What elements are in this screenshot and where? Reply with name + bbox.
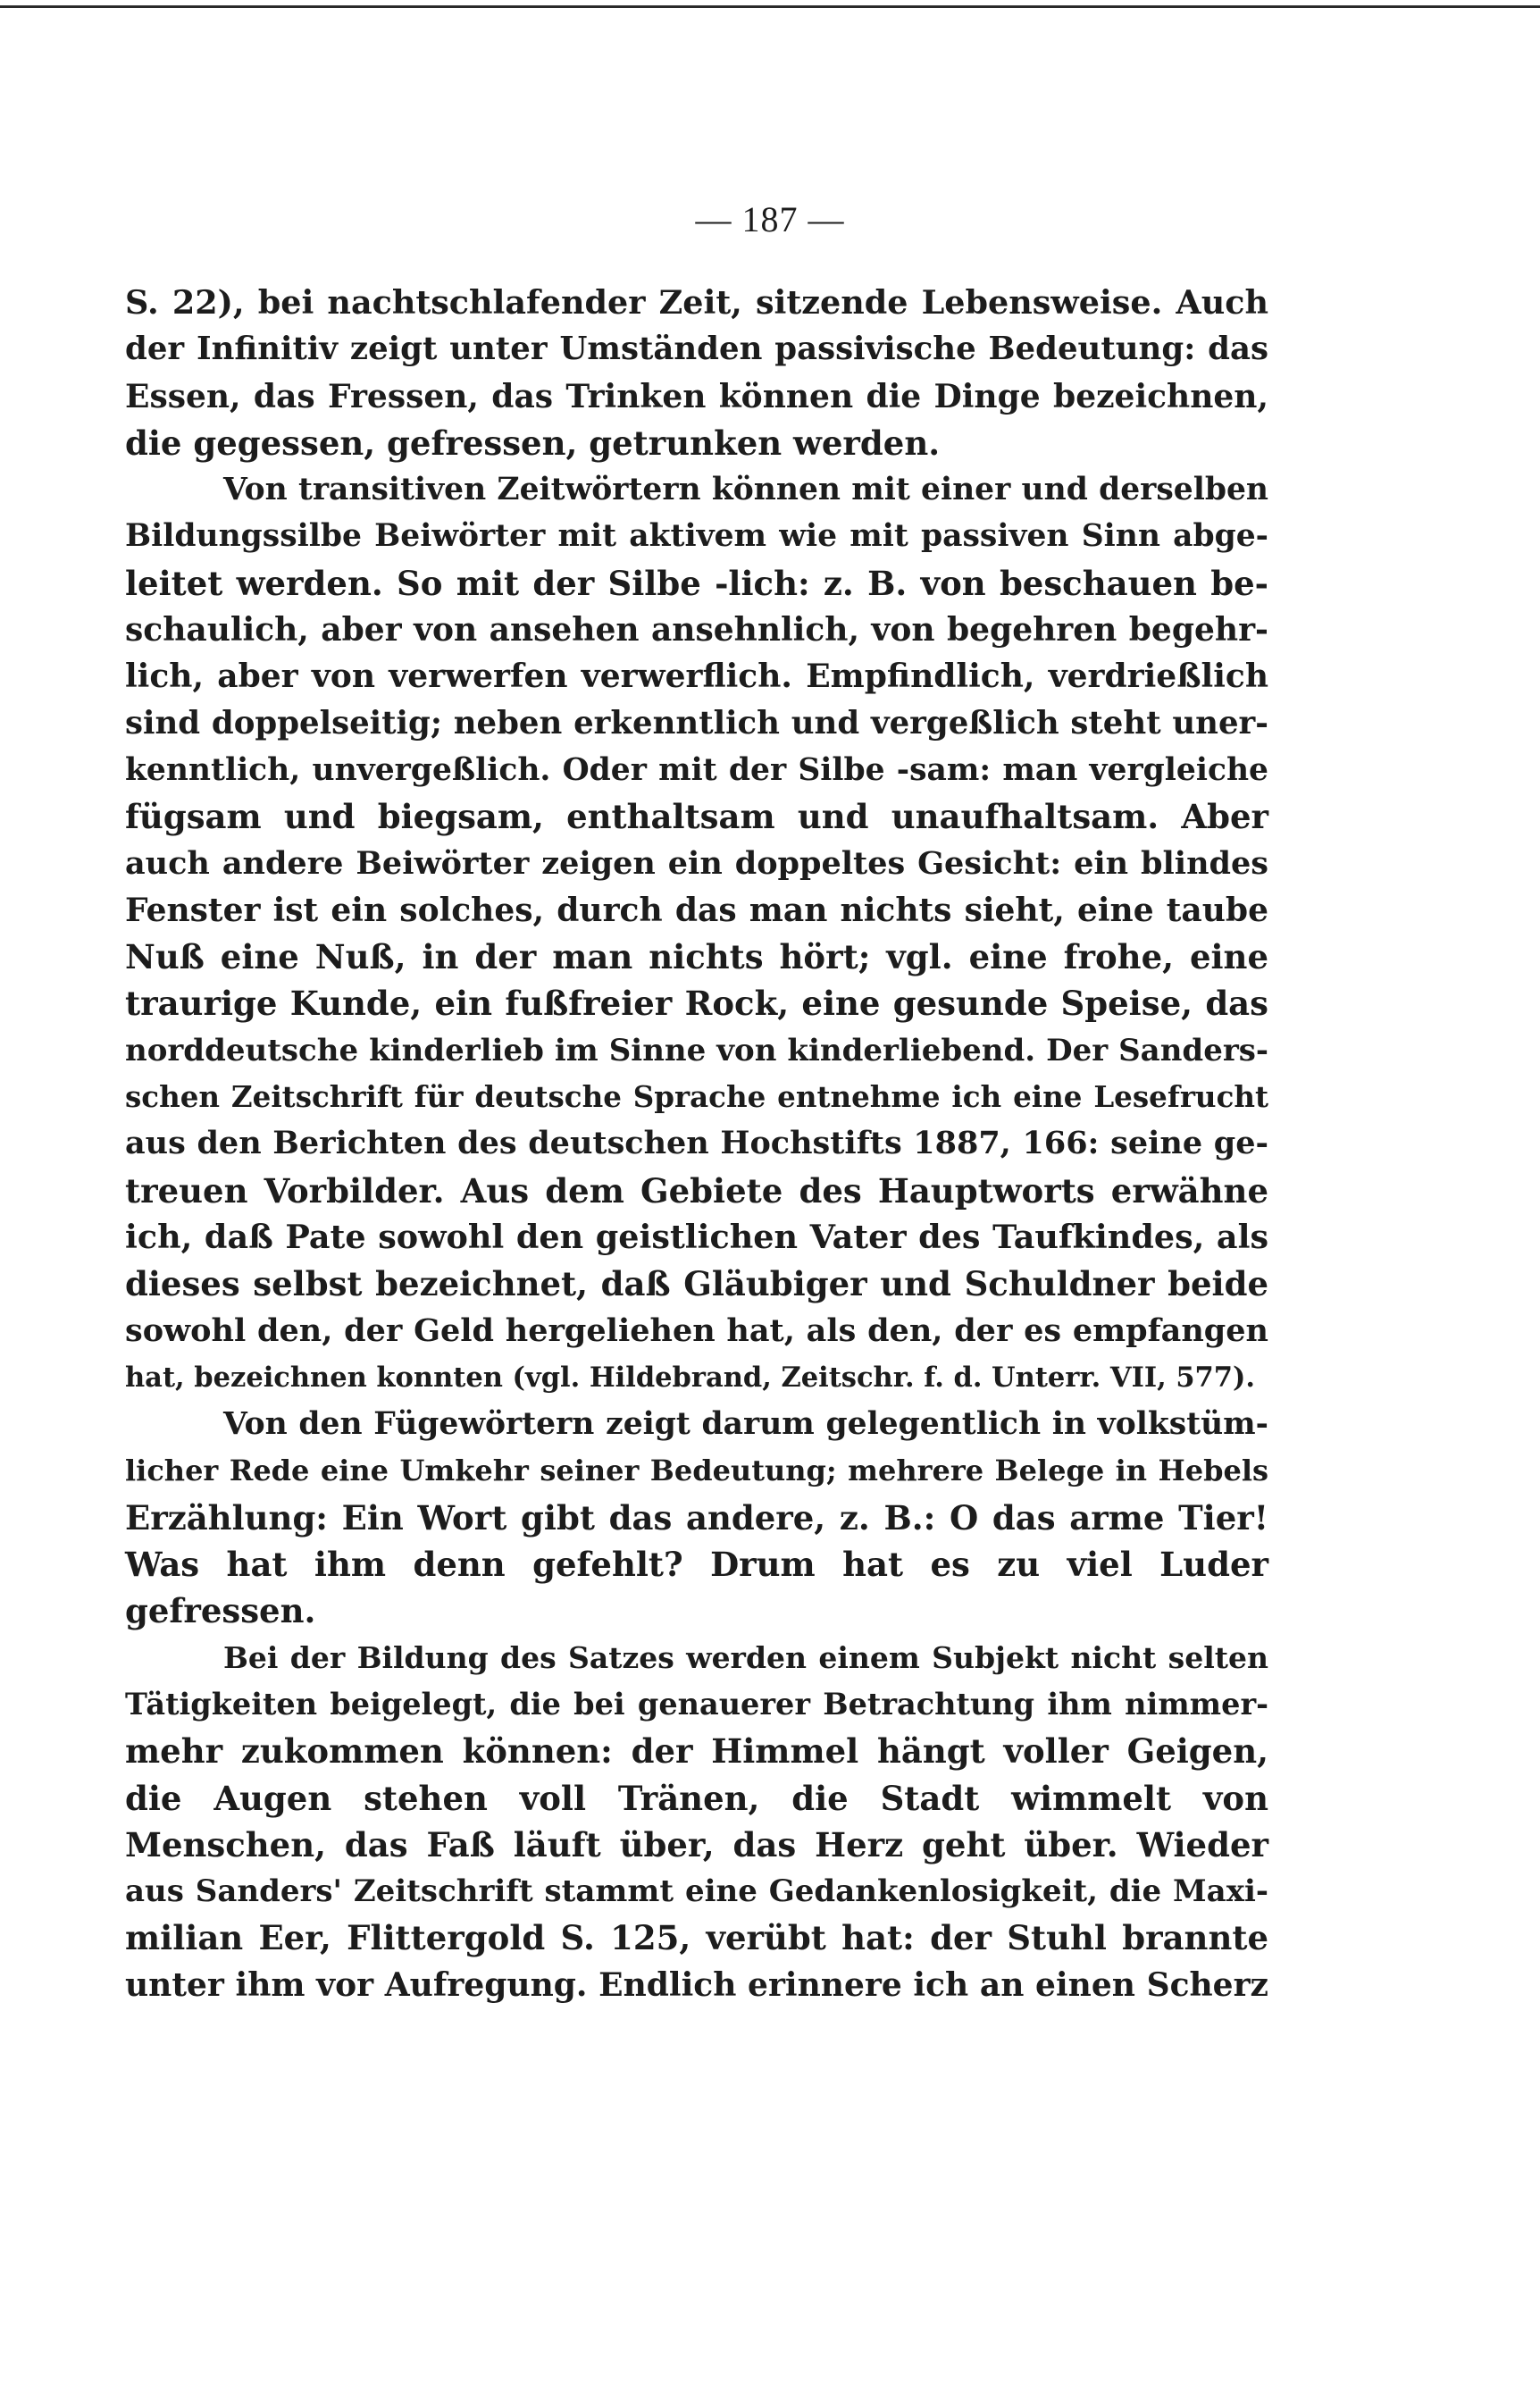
- text-line: milian Eer, Flittergold S. 125, verübt hat: der Stuhl brannte: [125, 1918, 1268, 1958]
- text-line: mehr zukommen können: der Himmel hängt voller Geigen,: [125, 1731, 1268, 1772]
- text-line: leitet werden. So mit der Silbe -lich: z. B. von beschauen be-: [125, 563, 1268, 603]
- text-line: S. 22), bei nachtschlafender Zeit, sitzende Lebensweise. Auch: [125, 283, 1268, 322]
- text-line: dieses selbst bezeichnet, daß Gläubiger und Schuldner beide: [125, 1264, 1268, 1304]
- text-line: Nuß eine Nuß, in der man nichts hört; vgl. eine frohe, eine: [125, 937, 1268, 977]
- text-line: aus den Berichten des deutschen Hochstifts 1887, 166: seine ge-: [125, 1125, 1268, 1162]
- text-line: Fenster ist ein solches, durch das man nichts sieht, eine taube: [125, 891, 1268, 929]
- text-line: Bildungssilbe Beiwörter mit aktivem wie mit passiven Sinn abge-: [125, 518, 1268, 555]
- text-line: schaulich, aber von ansehen ansehnlich, von begehren begehr-: [125, 611, 1268, 649]
- text-line: sowohl den, der Geld hergeliehen hat, als den, der es empfangen: [125, 1311, 1268, 1349]
- text-line: gefressen.: [125, 1591, 316, 1631]
- body-text: [125, 280, 1268, 2008]
- top-edge-rule: [0, 5, 1540, 8]
- text-line: fügsam und biegsam, enthaltsam und unaufhaltsam. Aber: [125, 797, 1268, 837]
- text-line: die Augen stehen voll Tränen, die Stadt wimmelt von: [125, 1778, 1268, 1818]
- text-line: norddeutsche kinderlieb im Sinne von kinderliebend. Der Sanders-: [125, 1032, 1268, 1068]
- text-line: schen Zeitschrift für deutsche Sprache entnehme ich eine Lesefrucht: [125, 1079, 1268, 1115]
- text-line: der Infinitiv zeigt unter Umständen passivische Bedeutung: das: [125, 331, 1268, 368]
- text-line: hat, bezeichnen konnten (vgl. Hildebrand, Zeitschr. f. d. Unterr. VII, 577).: [125, 1361, 1256, 1394]
- text-line: Bei der Bildung des Satzes werden einem Subjekt nicht selten: [223, 1639, 1268, 1675]
- text-line: traurige Kunde, ein fußfreier Rock, eine gesunde Speise, das: [125, 984, 1268, 1024]
- text-line: Von transitiven Zeitwörtern können mit einer und derselben: [223, 472, 1268, 508]
- text-line: unter ihm vor Aufregung. Endlich erinnere ich an einen Scherz: [125, 1965, 1268, 2004]
- text-line: sind doppelseitig; neben erkenntlich und vergeßlich steht uner-: [125, 704, 1268, 742]
- text-line: Erzählung: Ein Wort gibt das andere, z. B.: O das arme Tier!: [125, 1497, 1268, 1538]
- text-line: die gegessen, gefressen, getrunken werden.: [125, 423, 941, 463]
- text-line: Was hat ihm denn gefehlt? Drum hat es zu viel Luder: [125, 1545, 1268, 1585]
- text-line: Tätigkeiten beigelegt, die bei genauerer Betrachtung ihm nimmer-: [125, 1686, 1268, 1722]
- text-line: Essen, das Fressen, das Trinken können die Dinge bezeichnen,: [125, 377, 1268, 415]
- text-line: aus Sanders' Zeitschrift stammt eine Gedankenlosigkeit, die Maxi-: [125, 1873, 1268, 1910]
- text-line: lich, aber von verwerfen verwerflich. Empfindlich, verdrießlich: [125, 658, 1268, 696]
- text-line: Von den Fügewörtern zeigt darum gelegentlich in volkstüm-: [223, 1406, 1268, 1443]
- text-line: ich, daß Pate sowohl den geistlichen Vater des Taufkindes, als: [125, 1217, 1268, 1256]
- page-number: — 187 —: [695, 199, 845, 239]
- text-line: kenntlich, unvergeßlich. Oder mit der Silbe -sam: man vergleiche: [125, 751, 1268, 788]
- text-line: auch andere Beiwörter zeigen ein doppeltes Gesicht: ein blindes: [125, 844, 1268, 882]
- text-line: Menschen, das Faß läuft über, das Herz geht über. Wieder: [125, 1824, 1268, 1864]
- text-line: treuen Vorbilder. Aus dem Gebiete des Hauptworts erwähne: [125, 1170, 1268, 1211]
- text-line: licher Rede eine Umkehr seiner Bedeutung; mehrere Belege in Hebels: [125, 1454, 1268, 1488]
